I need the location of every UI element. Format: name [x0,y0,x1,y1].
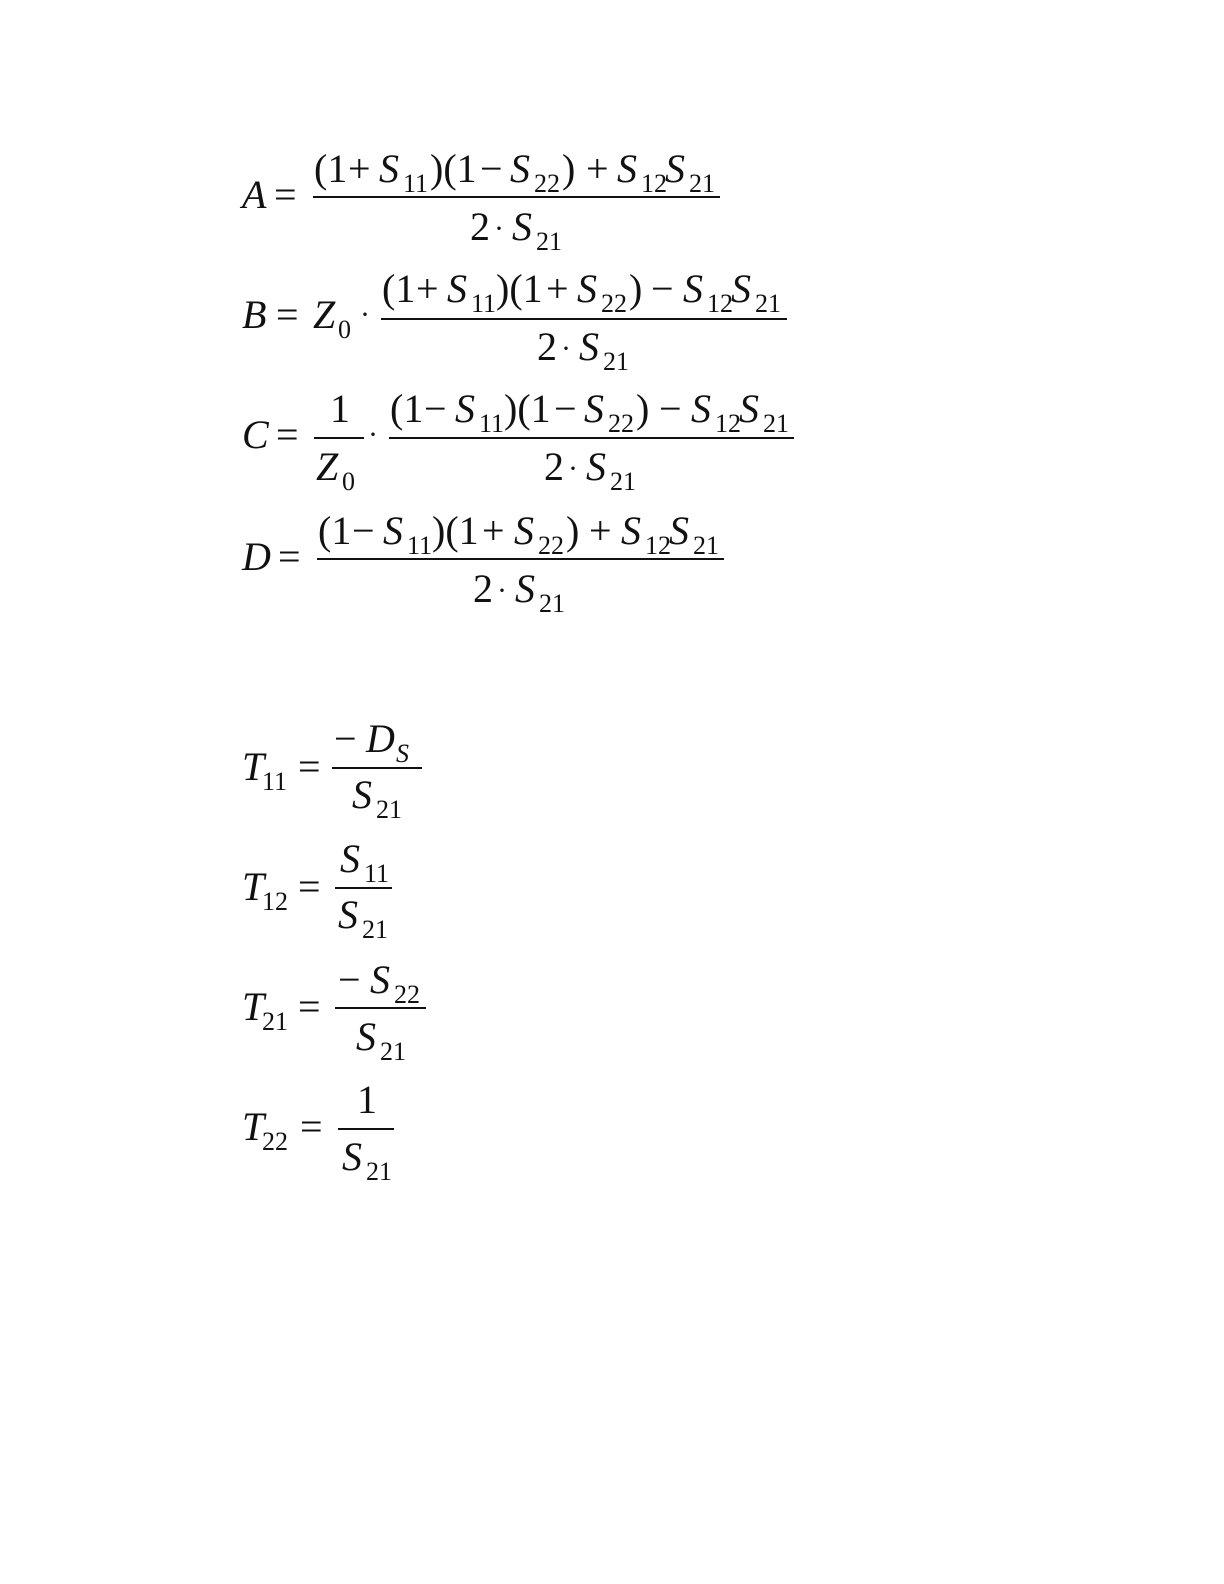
svg-text:+: + [586,146,609,191]
svg-text:−: − [659,386,682,431]
svg-text:+: + [348,146,371,191]
equation-b-numerator [382,266,781,318]
svg-text:S: S [669,508,689,553]
svg-text:2: 2 [537,324,557,369]
equation-t11-lhs: T [242,744,265,789]
svg-text:−: − [554,386,577,431]
svg-text:2: 2 [470,204,490,249]
svg-text:D: D [366,716,395,761]
equals-sign: = [300,1104,323,1149]
svg-text:S: S [340,836,360,881]
equals-sign: = [276,412,299,457]
svg-text:)(1: )(1 [432,508,479,553]
svg-text:21: 21 [603,347,629,376]
svg-text:−: − [651,266,674,311]
svg-text:21: 21 [376,795,402,824]
svg-text:0: 0 [338,315,351,344]
svg-text:11: 11 [407,531,433,560]
svg-text:): ) [629,266,643,311]
svg-text:)(1: )(1 [504,386,551,431]
svg-text:0: 0 [342,467,355,496]
equals-sign: = [298,744,321,789]
svg-text:S: S [584,386,604,431]
svg-text:S: S [586,444,606,489]
equals-sign: = [276,292,299,337]
svg-text:·: · [360,298,370,331]
svg-text:11: 11 [262,767,288,796]
equation-t21-lhs: T [242,984,265,1029]
svg-text:·: · [497,574,507,607]
equation-t22-lhs: T [242,1104,265,1149]
svg-text:+: + [589,508,612,553]
svg-text:): ) [566,508,580,553]
svg-text:S: S [447,266,467,311]
equals-sign: = [298,984,321,1029]
equation-t12-lhs: T [242,864,265,909]
equation-t12 [242,836,392,944]
svg-text:12: 12 [707,289,733,318]
svg-text:S: S [352,772,372,817]
svg-text:12: 12 [715,409,741,438]
svg-text:S: S [338,892,358,937]
svg-text:−: − [338,957,361,1002]
svg-text:12: 12 [262,887,288,916]
svg-text:S: S [665,146,685,191]
svg-text:S: S [455,386,475,431]
equation-a-numerator [314,146,715,198]
svg-text:+: + [546,266,569,311]
svg-text:·: · [568,452,578,485]
svg-text:22: 22 [534,169,560,198]
equation-t22 [242,1077,394,1186]
equation-d [241,508,724,618]
svg-text:21: 21 [763,409,789,438]
equation-a-lhs: A [242,172,267,217]
svg-text:S: S [514,508,534,553]
svg-text:)(1: )(1 [430,146,477,191]
equals-sign: = [274,172,297,217]
svg-text:S: S [691,386,711,431]
svg-text:2: 2 [473,566,493,611]
svg-text:21: 21 [362,915,388,944]
equals-sign: = [298,864,321,909]
equals-sign: = [278,534,301,579]
svg-text:11: 11 [364,859,390,888]
svg-text:·: · [494,212,504,245]
svg-text:S: S [683,266,703,311]
equation-t11 [242,716,422,824]
svg-text:S: S [617,146,637,191]
svg-text:−: − [334,716,357,761]
svg-text:2: 2 [544,444,564,489]
svg-text:S: S [356,1014,376,1059]
svg-text:+: + [416,266,439,311]
svg-text:21: 21 [366,1157,392,1186]
svg-text:S: S [739,386,759,431]
equation-a-denominator [470,204,562,256]
svg-text:S: S [512,204,532,249]
svg-text:S: S [383,508,403,553]
equation-d-denominator [473,566,565,618]
svg-text:(1: (1 [318,508,352,553]
svg-text:S: S [577,266,597,311]
svg-text:21: 21 [755,289,781,318]
svg-text:11: 11 [471,289,497,318]
svg-text:12: 12 [645,531,671,560]
svg-text:S: S [342,1134,362,1179]
svg-text:−: − [424,386,447,431]
svg-text:S: S [396,739,409,768]
equation-a [239,146,720,256]
svg-text:S: S [370,957,390,1002]
equation-c-numerator [390,386,789,438]
equation-d-lhs: D [242,534,271,579]
svg-text:Z: Z [313,292,336,337]
equation-b-lhs: B [242,292,267,337]
equation-c-denominator [544,444,636,496]
equation-t21 [242,957,426,1066]
svg-text:·: · [368,418,378,451]
svg-text:): ) [636,386,650,431]
equation-c-lhs: C [242,412,269,457]
svg-text:21: 21 [539,589,565,618]
svg-text:21: 21 [693,531,719,560]
equation-b-denominator [537,324,629,376]
svg-text:−: − [352,508,375,553]
svg-text:S: S [379,146,399,191]
svg-text:S: S [579,324,599,369]
svg-text:(1: (1 [390,386,424,431]
svg-text:11: 11 [479,409,505,438]
svg-text:Z: Z [316,444,339,489]
svg-text:12: 12 [641,169,667,198]
svg-text:1: 1 [330,386,350,431]
svg-text:22: 22 [608,409,634,438]
svg-text:+: + [482,508,505,553]
svg-text:·: · [561,332,571,365]
svg-text:S: S [510,146,530,191]
svg-text:21: 21 [262,1007,288,1036]
svg-text:11: 11 [403,169,429,198]
svg-text:22: 22 [601,289,627,318]
svg-text:−: − [480,146,503,191]
equation-d-numerator [318,508,719,560]
equation-b [242,266,787,376]
svg-text:S: S [731,266,751,311]
svg-text:22: 22 [262,1127,288,1156]
svg-text:1: 1 [357,1077,377,1122]
svg-text:22: 22 [394,980,420,1009]
svg-text:)(1: )(1 [496,266,543,311]
svg-text:21: 21 [536,227,562,256]
equation-c [242,386,794,496]
svg-text:21: 21 [380,1037,406,1066]
svg-text:(1: (1 [382,266,416,311]
svg-text:(1: (1 [314,146,348,191]
svg-text:21: 21 [610,467,636,496]
svg-text:22: 22 [538,531,564,560]
svg-text:S: S [621,508,641,553]
svg-text:21: 21 [689,169,715,198]
svg-text:S: S [515,566,535,611]
svg-text:): ) [562,146,576,191]
